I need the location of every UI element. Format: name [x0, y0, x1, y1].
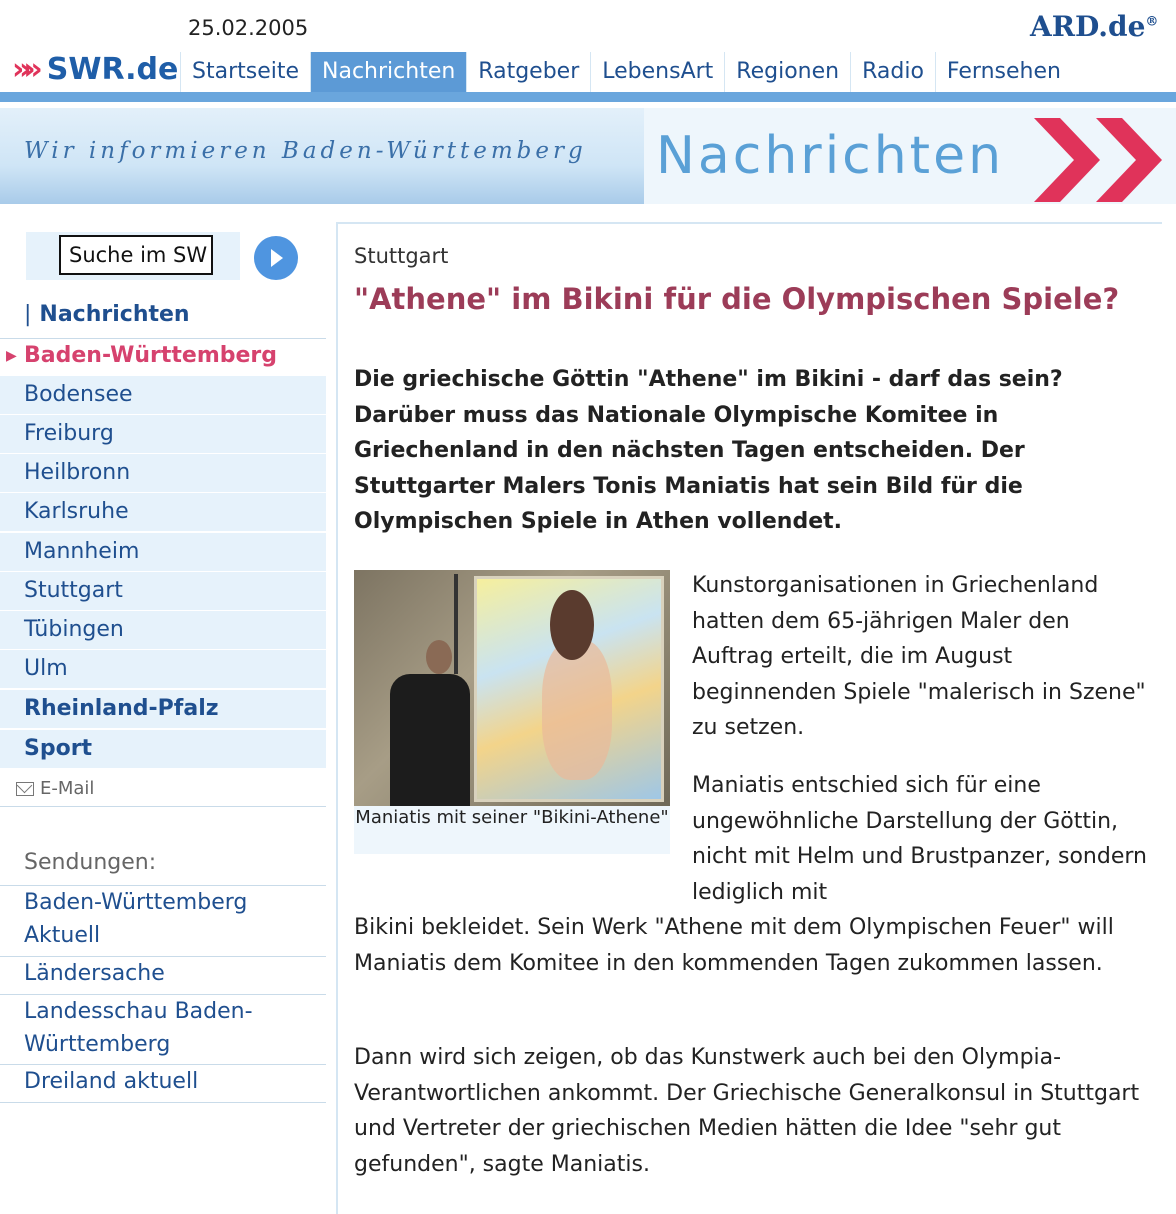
sidebar-item-tuebingen[interactable]: Tübingen: [0, 611, 326, 649]
search-input[interactable]: [59, 235, 213, 275]
nav-fernsehen[interactable]: Fernsehen: [935, 52, 1072, 92]
sidebar-item-mannheim[interactable]: Mannheim: [0, 533, 326, 571]
painting-figure: [542, 640, 612, 780]
article-paragraph-2b: Bikini bekleidet. Sein Werk "Athene mit dem Olympischen Feuer" will Maniatis dem Komitee in den kommenden Tagen zukommen lassen.: [354, 915, 1114, 976]
ard-logo-mark: ®: [1145, 14, 1159, 30]
sidebar-item-ulm[interactable]: Ulm: [0, 650, 326, 688]
microphone-stand: [454, 574, 458, 674]
sidebar-item-karlsruhe[interactable]: Karlsruhe: [0, 493, 326, 531]
article-paragraph-3: Dann wird sich zeigen, ob das Kunstwerk auch bei den Olympia-Verantwortlichen ankommt. Der Griechische Generalkonsul in Stuttgart und Vertreter der griechischen Medien hätten die Idee "sehr gut gefunden", sagte Maniatis.: [354, 1045, 1140, 1177]
section-banner: [0, 108, 1176, 204]
email-link[interactable]: [16, 778, 94, 799]
photo-caption: Maniatis mit seiner "Bikini-Athene": [354, 806, 670, 854]
swr-logo[interactable]: [12, 52, 178, 87]
article-lead: Die griechische Göttin "Athene" im Bikini - darf das sein? Darüber muss das Nationale Olympische Komitee in Griechenland in den nächsten Tagen entscheiden. Der Stuttgarter Malers Tonis Maniatis hat sein Bild für die Olympischen Spiele in Athen vollendet.: [354, 367, 1063, 534]
nav-ratgeber[interactable]: Ratgeber: [466, 52, 590, 92]
sidebar-item-freiburg[interactable]: Freiburg: [0, 415, 326, 453]
painting-figure-head: [550, 590, 594, 660]
ard-logo[interactable]: [1030, 10, 1158, 43]
show-landesschau[interactable]: Landesschau Baden-Württemberg: [24, 999, 253, 1057]
article-kicker: Stuttgart: [354, 244, 449, 268]
sidebar-item-heilbronn[interactable]: Heilbronn: [0, 454, 326, 492]
sidebar-item-sport[interactable]: Sport: [0, 730, 326, 768]
nav-radio[interactable]: Radio: [850, 52, 935, 92]
painter-figure: [390, 674, 470, 806]
banner-title: Nachrichten: [656, 126, 1005, 186]
swr-logo-text: SWR.de: [46, 52, 179, 87]
sidebar-item-stuttgart[interactable]: Stuttgart: [0, 572, 326, 610]
sidebar-item-rheinland-pfalz[interactable]: Rheinland-Pfalz: [0, 690, 326, 728]
nav-underline: [0, 92, 1176, 102]
article-photo: [354, 570, 670, 806]
sidebar-item-nachrichten[interactable]: | Nachrichten: [24, 302, 190, 327]
sidebar-item-bodensee[interactable]: Bodensee: [0, 376, 326, 414]
email-label: E-Mail: [40, 778, 95, 799]
date-label: 25.02.2005: [188, 16, 309, 40]
sidebar-separator: [0, 806, 326, 807]
swr-arrows-icon: »»: [12, 52, 35, 87]
divider-bar-icon: |: [24, 302, 32, 327]
envelope-icon: [16, 782, 34, 796]
painter-head: [426, 640, 452, 674]
nav-startseite[interactable]: Startseite: [180, 52, 310, 92]
shows-heading: Sendungen:: [24, 850, 157, 875]
double-arrow-icon: [1030, 114, 1166, 206]
nav-lebensart[interactable]: LebensArt: [590, 52, 724, 92]
article-paragraph-2a: Maniatis entschied sich für eine ungewöhnliche Darstellung der Göttin, nicht mit Helm und Brustpanzer, sondern lediglich mit: [692, 773, 1147, 905]
ard-logo-text: ARD.de: [1030, 10, 1146, 43]
search-submit-button[interactable]: [254, 236, 298, 280]
banner-tagline: Wir informieren Baden-Württemberg: [24, 138, 587, 164]
nav-regionen[interactable]: Regionen: [724, 52, 850, 92]
article-headline: "Athene" im Bikini für die Olympischen Spiele?: [354, 282, 1120, 316]
sidebar-item-baden-wuerttemberg[interactable]: ▶ Baden-Württemberg: [0, 337, 326, 375]
nav-nachrichten[interactable]: Nachrichten: [310, 52, 466, 92]
active-marker-icon: ▶: [6, 348, 17, 364]
article-paragraph-1: Kunstorganisationen in Griechenland hatten dem 65-jährigen Maler den Auftrag erteilt, die im August beginnenden Spiele "malerisch in Szene" zu setzen.: [692, 573, 1146, 740]
show-laendersache[interactable]: Ländersache: [24, 961, 165, 986]
search-box: [26, 232, 240, 280]
show-bw-aktuell[interactable]: Baden-Württemberg Aktuell: [24, 890, 248, 948]
show-dreiland-aktuell[interactable]: Dreiland aktuell: [24, 1069, 199, 1094]
main-nav: [180, 52, 1072, 92]
sidebar-separator: [0, 1102, 326, 1103]
